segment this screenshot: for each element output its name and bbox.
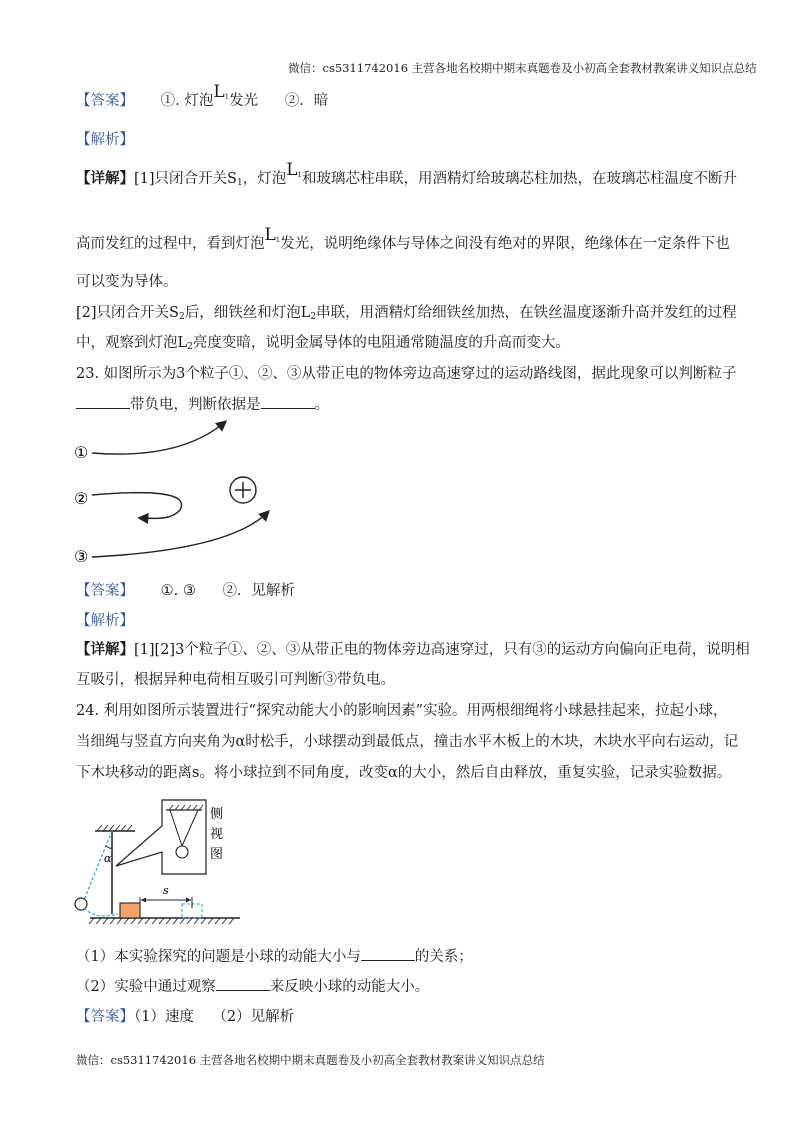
answer-label: 【答案】 <box>76 1009 134 1025</box>
particle-1-label: ① <box>74 443 89 462</box>
q22-detail-line-5: 中，观察到灯泡$L_2$亮度变暗，说明金属导体的电阻通常随温度的升高而变大。 <box>76 335 570 352</box>
q22-detail-line-2: 高而发红的过程中，看到灯泡$L_1$发光，说明绝缘体与导体之间没有绝对的界限，绝缘体在一定条件下也 <box>76 225 730 252</box>
q22-answer-line <box>76 82 329 110</box>
answer-1-suffix: 发光 <box>229 93 259 109</box>
particle-1-path <box>92 422 225 454</box>
side-view-char-2: 视 <box>210 827 224 842</box>
particle-2-path <box>92 493 182 519</box>
answer-label: 【答案】 <box>76 583 134 599</box>
page-header: 微信：cs5311742016 主营各地名校期中期末真题卷及小初高全套教材教案讲义知识点总结 <box>288 61 757 75</box>
q23-stem-line-2: 带负电，判断依据是 。 <box>76 393 329 414</box>
particle-trajectory-figure <box>70 420 300 570</box>
q22-detail-line-3: 可以变为导体。 <box>76 274 178 290</box>
particle-2-label: ② <box>74 489 89 508</box>
pendulum-apparatus-figure <box>70 796 250 931</box>
answer-2: ②．暗 <box>284 93 329 109</box>
particle-3-path <box>92 512 268 557</box>
distance-s-label: s <box>163 884 169 897</box>
answer-blank <box>261 396 315 409</box>
alpha-label: α <box>104 852 112 865</box>
answer-1-prefix: ①. 灯泡 <box>160 93 214 109</box>
lamp-symbol: $L_1$ <box>286 160 302 180</box>
q24-answer-line: 【答案】（1）速度 （2）见解析 <box>76 1009 295 1025</box>
q23-answer-line: 【答案】 ①. ③ ②．见解析 <box>76 583 295 599</box>
q22-detail-line-1: 【详解】[1]只闭合开关$S_1$，灯泡$L_1$和玻璃芯柱串联，用酒精灯给玻璃芯柱加热，在玻璃芯柱温度不断升 <box>76 160 737 188</box>
wooden-block <box>120 903 140 918</box>
side-view-callout <box>116 800 206 874</box>
q23-detail-line-1: 【详解】[1][2]3个粒子①、②、③从带正电的物体旁边高速穿过，只有③的运动方向偏向正电荷，说明相 <box>76 641 750 658</box>
analysis-label: 【解析】 <box>76 613 134 629</box>
analysis-label: 【解析】 <box>76 132 134 148</box>
answer-blank <box>361 948 415 961</box>
answer-blank <box>216 978 270 991</box>
side-view-char-1: 侧 <box>210 807 224 822</box>
q24-stem-line-3: 下木块移动的距离s。将小球拉到不同角度，改变α的大小，然后自由释放，重复实验，记录实验数据。 <box>76 765 732 781</box>
q24-stem-line-2: 当细绳与竖直方向夹角为α时松手，小球摆动到最低点，撞击水平木板上的木块，木块水平向右运动，记 <box>76 734 739 750</box>
answer-blank <box>76 396 130 409</box>
particle-3-label: ③ <box>74 547 89 566</box>
detail-label: 【详解】 <box>76 170 134 187</box>
page-footer: 微信：cs5311742016 主营各地名校期中期末真题卷及小初高全套教材教案讲义知识点总结 <box>76 1053 545 1067</box>
q23-detail-line-2: 互吸引，根据异种电荷相互吸引可判断③带负电。 <box>76 672 395 688</box>
q24-sub-question-1: （1）本实验探究的问题是小球的动能大小与 的关系； <box>76 949 473 965</box>
lamp-symbol: $L_1$ <box>213 82 230 102</box>
lamp-symbol: $L_1$ <box>264 225 281 245</box>
answer-label: 【答案】 <box>76 93 134 109</box>
side-view-char-3: 图 <box>210 847 224 862</box>
q24-stem-line-1: 24. 利用如图所示装置进行“探究动能大小的影响因素”实验。用两根细绳将小球悬挂起来，拉起小球， <box>76 703 728 719</box>
ball <box>75 898 87 910</box>
detail-label: 【详解】 <box>76 641 134 658</box>
q22-detail-line-4: [2]只闭合开关$S_2$后，细铁丝和灯泡$L_2$串联，用酒精灯给细铁丝加热，在铁丝温度逐渐升高并发红的过程 <box>76 305 737 322</box>
q24-sub-question-2: （2）实验中通过观察 来反映小球的动能大小。 <box>76 979 430 995</box>
q23-stem-line-1: 23. 如图所示为3个粒子①、②、③从带正电的物体旁边高速穿过的运动路线图，据此现象可以判断粒子 <box>76 366 737 382</box>
